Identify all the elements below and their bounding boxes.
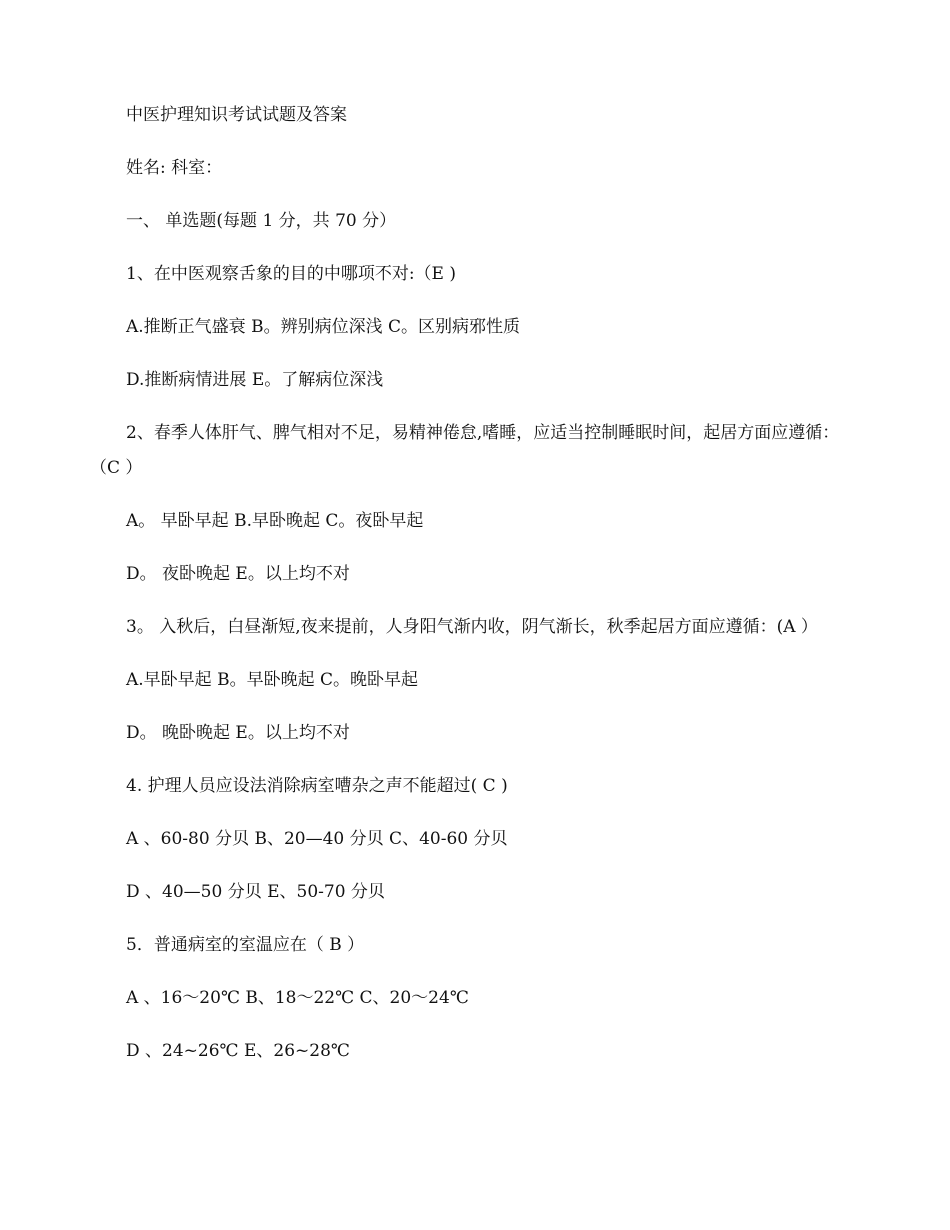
question-4: 4. 护理人员应设法消除病室嘈杂之声不能超过( C ) xyxy=(126,776,508,796)
question-2-options-d-e: D。 夜卧晚起 E。以上均不对 xyxy=(126,564,350,584)
question-5-options-d-e: D 、24~26℃ E、26~28℃ xyxy=(126,1041,350,1061)
question-5-options-a-c: A 、16～20℃ B、18～22℃ C、20～24℃ xyxy=(126,988,469,1008)
question-3-options-d-e: D。 晚卧晚起 E。以上均不对 xyxy=(126,723,350,743)
question-1-options-d-e: D.推断病情进展 E。了解病位深浅 xyxy=(126,370,384,390)
question-2-options-a-c: A。 早卧早起 B.早卧晚起 C。夜卧早起 xyxy=(126,511,424,531)
document-body xyxy=(90,98,856,1087)
question-3: 3。 入秋后，白昼渐短,夜来提前，人身阳气渐内收，阴气渐长，秋季起居方面应遵循：(A ） xyxy=(126,617,818,637)
question-4-options-a-c: A 、60-80 分贝 B、20—40 分贝 C、40-60 分贝 xyxy=(126,829,508,849)
question-4-options-d-e: D 、40—50 分贝 E、50-70 分贝 xyxy=(126,882,385,902)
section-heading: 一、 单选题(每题 1 分，共 70 分） xyxy=(126,211,397,231)
question-1-options-a-c: A.推断正气盛衰 B。辨别病位深浅 C。区别病邪性质 xyxy=(126,317,520,337)
name-department-line: 姓名: 科室： xyxy=(126,158,223,178)
question-2: 2、春季人体肝气、脾气相对不足，易精神倦怠,嗜睡，应适当控制睡眠时间，起居方面应遵循：（C ） xyxy=(90,423,840,478)
document-title: 中医护理知识考试试题及答案 xyxy=(126,105,347,125)
question-1: 1、在中医观察舌象的目的中哪项不对:（E ) xyxy=(126,264,456,284)
question-3-options-a-c: A.早卧早起 B。早卧晚起 C。晚卧早起 xyxy=(126,670,418,690)
question-5: 5．普通病室的室温应在（ B ） xyxy=(126,935,365,955)
